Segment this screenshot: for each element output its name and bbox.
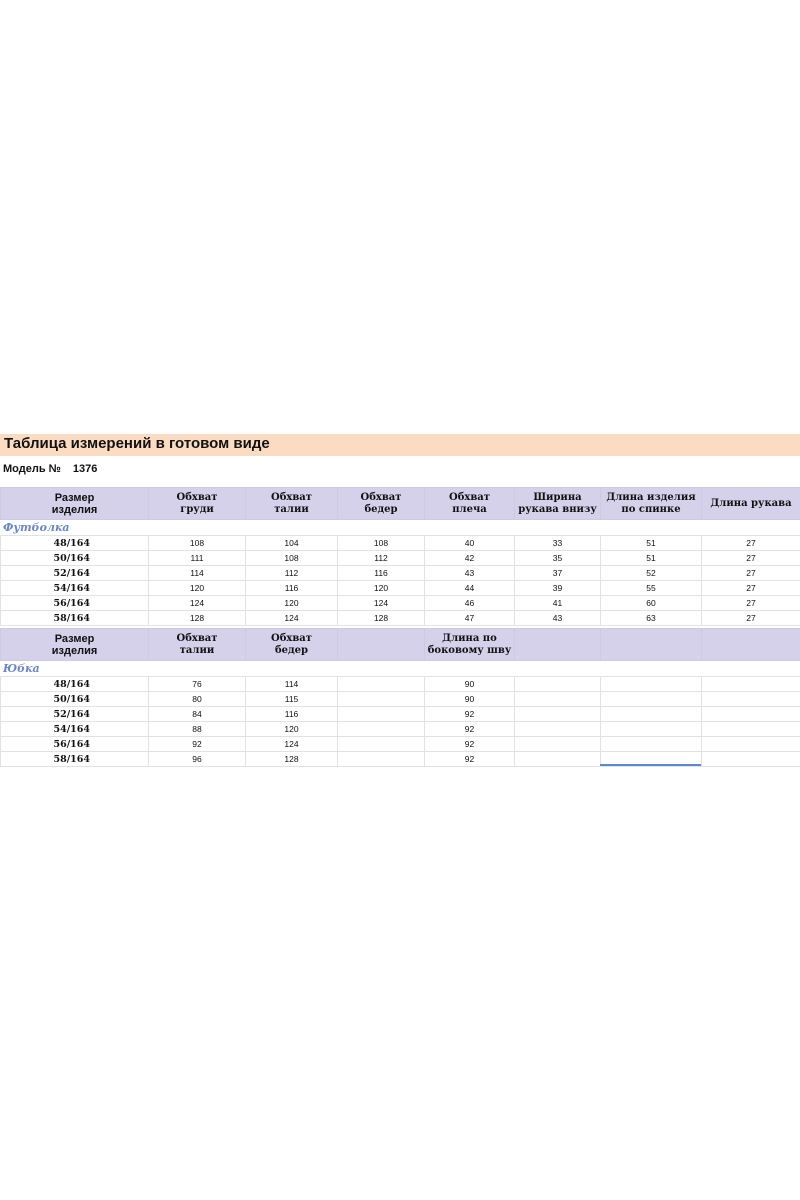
value-cell: 27 — [702, 611, 800, 626]
value-cell: 80 — [149, 692, 246, 707]
value-cell: 51 — [601, 536, 702, 551]
column-header — [515, 629, 601, 661]
value-cell: 55 — [601, 581, 702, 596]
column-header-line: Размер — [54, 632, 95, 645]
column-header-line: Ширина — [533, 491, 582, 503]
value-cell: 40 — [425, 536, 515, 551]
value-cell: 108 — [246, 551, 338, 566]
value-cell — [338, 707, 425, 722]
section-cell — [425, 520, 515, 536]
size-cell: 50/164 — [1, 692, 149, 707]
value-cell: 116 — [246, 707, 338, 722]
value-cell: 120 — [246, 596, 338, 611]
size-cell: 54/164 — [1, 581, 149, 596]
value-cell: 111 — [149, 551, 246, 566]
column-header-line: груди — [180, 503, 214, 515]
column-header — [338, 629, 425, 661]
size-cell: 58/164 — [1, 752, 149, 767]
value-cell — [515, 707, 601, 722]
column-header — [1, 488, 149, 520]
section-cell — [246, 661, 338, 677]
section-cell — [601, 520, 702, 536]
title-bar — [0, 434, 800, 456]
section-row — [1, 661, 800, 677]
value-cell: 120 — [149, 581, 246, 596]
value-cell: 90 — [425, 692, 515, 707]
value-cell: 43 — [515, 611, 601, 626]
value-cell — [338, 677, 425, 692]
section-label: Футболка — [1, 520, 149, 536]
table-row — [1, 677, 800, 692]
column-header-line: Обхват — [271, 632, 312, 644]
header-row — [1, 629, 800, 661]
size-cell: 48/164 — [1, 536, 149, 551]
column-header-line: талии — [274, 503, 309, 515]
value-cell: 27 — [702, 536, 800, 551]
column-header-line: боковому шву — [427, 644, 512, 656]
value-cell: 27 — [702, 566, 800, 581]
section-cell — [338, 520, 425, 536]
value-cell: 108 — [149, 536, 246, 551]
column-header — [149, 629, 246, 661]
value-cell: 92 — [425, 722, 515, 737]
value-cell — [515, 722, 601, 737]
section-cell — [338, 661, 425, 677]
table-row — [1, 692, 800, 707]
value-cell — [601, 677, 702, 692]
column-header — [601, 629, 702, 661]
value-cell: 90 — [425, 677, 515, 692]
size-cell: 48/164 — [1, 677, 149, 692]
value-cell: 52 — [601, 566, 702, 581]
table-row — [1, 707, 800, 722]
value-cell — [338, 722, 425, 737]
section-cell — [702, 661, 800, 677]
column-header-line: Обхват — [176, 632, 218, 644]
value-cell: 60 — [601, 596, 702, 611]
column-header — [702, 488, 800, 520]
value-cell: 120 — [338, 581, 425, 596]
value-cell — [702, 692, 800, 707]
size-cell: 54/164 — [1, 722, 149, 737]
value-cell: 63 — [601, 611, 702, 626]
value-cell: 46 — [425, 596, 515, 611]
value-cell — [601, 692, 702, 707]
value-cell: 35 — [515, 551, 601, 566]
column-header-line: плеча — [452, 503, 487, 515]
value-cell: 92 — [425, 737, 515, 752]
column-header-line: бедер — [274, 644, 309, 656]
value-cell: 44 — [425, 581, 515, 596]
section-cell — [515, 520, 601, 536]
section-cell — [601, 661, 702, 677]
measurements-table-tshirt — [0, 487, 800, 626]
size-cell: 52/164 — [1, 566, 149, 581]
value-cell — [338, 752, 425, 767]
value-cell: 124 — [246, 611, 338, 626]
value-cell: 124 — [338, 596, 425, 611]
page-title: Таблица измерений в готовом виде — [4, 435, 270, 452]
column-header-line: Длина рукава — [710, 497, 792, 509]
section-cell — [246, 520, 338, 536]
value-cell: 76 — [149, 677, 246, 692]
column-header-line: Размер — [54, 491, 95, 504]
value-cell: 120 — [246, 722, 338, 737]
table-row — [1, 722, 800, 737]
value-cell — [515, 692, 601, 707]
column-header-line: Длина по — [442, 632, 497, 644]
header-row — [1, 488, 800, 520]
column-header-line: изделия — [51, 503, 98, 516]
column-header-line: рукава внизу — [518, 503, 597, 515]
table-row — [1, 596, 800, 611]
value-cell — [702, 722, 800, 737]
size-cell: 52/164 — [1, 707, 149, 722]
value-cell: 114 — [246, 677, 338, 692]
column-header — [246, 629, 338, 661]
table-row — [1, 737, 800, 752]
value-cell: 124 — [246, 737, 338, 752]
value-cell — [702, 707, 800, 722]
value-cell: 92 — [425, 707, 515, 722]
value-cell — [601, 737, 702, 752]
value-cell — [338, 737, 425, 752]
section-cell — [425, 661, 515, 677]
column-header-line: Обхват — [271, 491, 312, 503]
column-header — [702, 629, 800, 661]
value-cell: 116 — [338, 566, 425, 581]
column-header-line: Обхват — [360, 491, 402, 503]
value-cell — [515, 677, 601, 692]
section-cell — [515, 661, 601, 677]
value-cell: 92 — [425, 752, 515, 767]
value-cell: 96 — [149, 752, 246, 767]
size-cell: 58/164 — [1, 611, 149, 626]
size-cell: 56/164 — [1, 737, 149, 752]
column-header-line: по спинке — [621, 503, 681, 515]
value-cell: 112 — [246, 566, 338, 581]
value-cell: 41 — [515, 596, 601, 611]
value-cell: 47 — [425, 611, 515, 626]
column-header-line: Длина изделия — [606, 491, 696, 503]
value-cell — [702, 677, 800, 692]
value-cell — [601, 707, 702, 722]
value-cell — [338, 692, 425, 707]
column-header-line: Обхват — [449, 491, 490, 503]
section-row — [1, 520, 800, 536]
value-cell — [702, 737, 800, 752]
value-cell: 33 — [515, 536, 601, 551]
column-header — [425, 629, 515, 661]
value-cell: 112 — [338, 551, 425, 566]
value-cell: 104 — [246, 536, 338, 551]
model-label: Модель № — [3, 463, 61, 475]
column-header — [425, 488, 515, 520]
column-header — [149, 488, 246, 520]
value-cell: 128 — [246, 752, 338, 767]
value-cell: 51 — [601, 551, 702, 566]
value-cell: 27 — [702, 596, 800, 611]
column-header — [515, 488, 601, 520]
section-cell — [149, 520, 246, 536]
column-header — [601, 488, 702, 520]
value-cell: 128 — [338, 611, 425, 626]
column-header — [338, 488, 425, 520]
value-cell: 108 — [338, 536, 425, 551]
value-cell: 39 — [515, 581, 601, 596]
value-cell: 115 — [246, 692, 338, 707]
value-cell — [601, 722, 702, 737]
value-cell — [702, 752, 800, 767]
value-cell: 84 — [149, 707, 246, 722]
table-row — [1, 536, 800, 551]
value-cell: 92 — [149, 737, 246, 752]
measurements-table-skirt — [0, 628, 800, 767]
column-header — [246, 488, 338, 520]
value-cell: 37 — [515, 566, 601, 581]
table-row — [1, 551, 800, 566]
column-header-line: бедер — [364, 503, 398, 515]
value-cell: 114 — [149, 566, 246, 581]
value-cell — [515, 737, 601, 752]
table-row — [1, 611, 800, 626]
cell-selection-underline — [600, 764, 701, 766]
size-cell: 56/164 — [1, 596, 149, 611]
size-cell: 50/164 — [1, 551, 149, 566]
column-header — [1, 629, 149, 661]
column-header-line: Обхват — [176, 491, 218, 503]
value-cell: 128 — [149, 611, 246, 626]
value-cell: 27 — [702, 581, 800, 596]
value-cell: 116 — [246, 581, 338, 596]
section-label: Юбка — [1, 661, 149, 677]
value-cell: 42 — [425, 551, 515, 566]
value-cell: 43 — [425, 566, 515, 581]
model-line — [3, 463, 97, 475]
value-cell: 124 — [149, 596, 246, 611]
column-header-line: изделия — [51, 644, 98, 657]
section-cell — [149, 661, 246, 677]
section-cell — [702, 520, 800, 536]
column-header-line: талии — [179, 644, 215, 656]
table-row — [1, 566, 800, 581]
value-cell: 27 — [702, 551, 800, 566]
value-cell: 88 — [149, 722, 246, 737]
table-row — [1, 581, 800, 596]
model-number: 1376 — [72, 463, 98, 475]
value-cell — [515, 752, 601, 767]
